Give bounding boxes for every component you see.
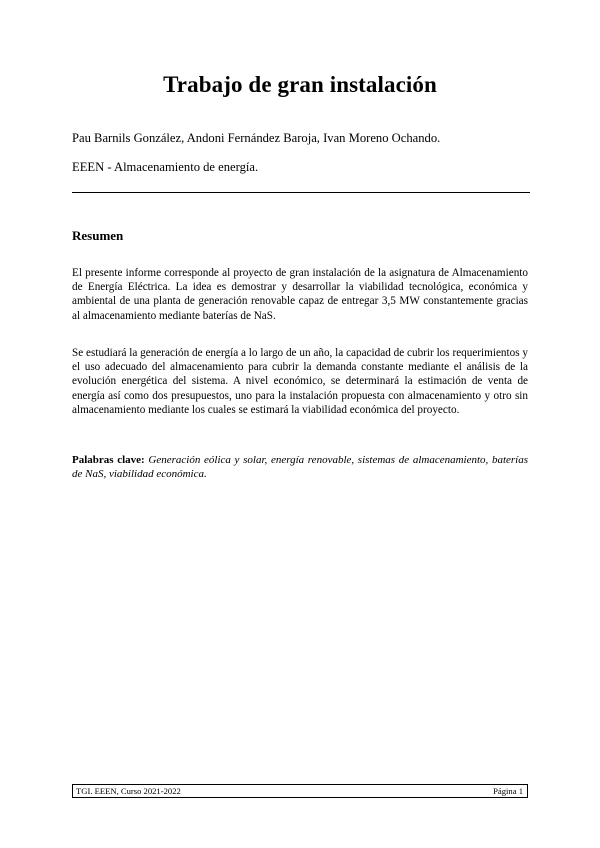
footer-course-info: TGI. EEEN, Curso 2021-2022 bbox=[76, 786, 181, 796]
keywords-label: Palabras clave: bbox=[72, 454, 145, 466]
page-footer bbox=[72, 784, 528, 798]
page-title: Trabajo de gran instalación bbox=[163, 72, 437, 97]
header-divider bbox=[72, 192, 530, 193]
footer-page-number: Página 1 bbox=[493, 786, 523, 796]
authors-line: Pau Barnils González, Andoni Fernández Baroja, Ivan Moreno Ochando. bbox=[72, 131, 441, 145]
abstract-heading: Resumen bbox=[72, 228, 124, 243]
abstract-paragraph-2: Se estudiará la generación de energía a lo largo de un año, la capacidad de cubrir los requerimientos y el uso adecuado del almacenamiento para cubrir la demanda constante mediante el análisis de la evolución energética del sistema. A nivel económico, se determinará la estimación de venta de energía así como dos presupuestos, uno para la instalación propuesta con almacenamiento y otro sin almacenamiento mediante los cuales se estimará la viabilidad económica del proyecto. bbox=[72, 347, 528, 416]
course-line: EEEN - Almacenamiento de energía. bbox=[72, 160, 259, 174]
abstract-paragraph-1: El presente informe corresponde al proyecto de gran instalación de la asignatura de Almacenamiento de Energía Eléctrica. La idea es demostrar y desarrollar la viabilidad tecnológica, económica y ambiental de una planta de generación renovable capaz de entregar 3,5 MW constantemente gracias al almacenamiento mediante baterías de NaS. bbox=[72, 267, 528, 322]
keywords-paragraph bbox=[72, 453, 528, 481]
keywords-text: Generación eólica y solar, energía renovable, sistemas de almacenamiento, baterías de NaS, viabilidad económica. bbox=[72, 454, 529, 481]
